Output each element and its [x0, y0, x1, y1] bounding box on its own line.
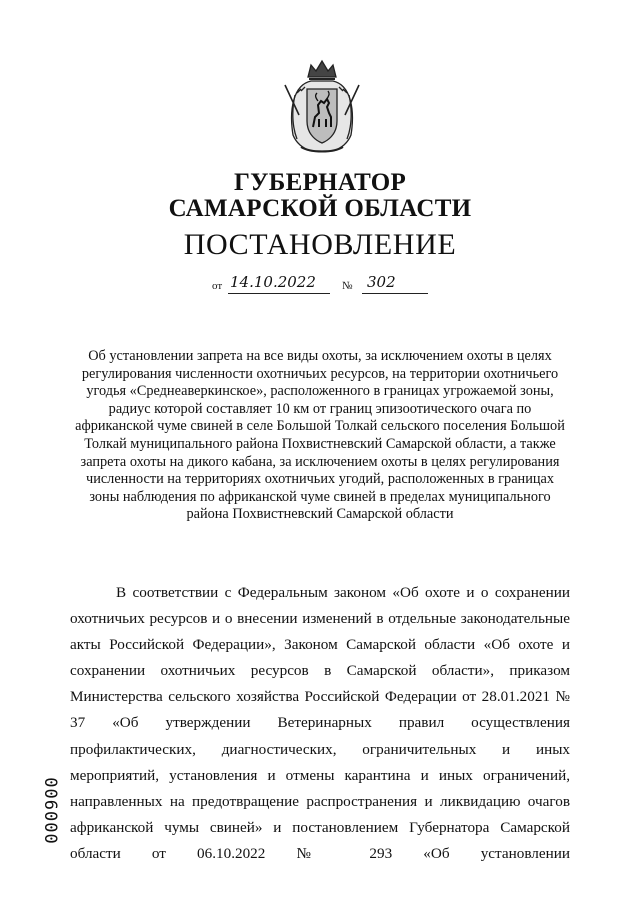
document-subject: Об установлении запрета на все виды охоты, за исключением охоты в целях регулирования численности охотничьих ресурсов, на территории охотничьего угодья «Среднеаверкинское», расположенного в границах угрожаемой зоны, радиус которой составляет 10 км от границ эпизоотического очага по африканской чуме свиней в селе Большой Толкай сельского поселения Большой Толкай муниципального района Похвистневский Самарской области, а также запрета охоты на дикого кабана, за исключением охоты в целях регулирования численности на территориях охотничьих угодий, расположенных в границах зоны наблюдения по африканской чуме свиней в пределах муниципального района Похвистневский Самарской области [75, 348, 565, 523]
number-label: № [342, 280, 353, 292]
date-underline [228, 293, 330, 294]
body-paragraph: В соответствии с Федеральным законом «Об охоте и о сохранении охотничьих ресурсов и о внесении изменений в отдельные законодательные акты Российской Федерации», Законом Самарской области «Об охоте и сохранении охотничьих ресурсов в Самарской области», приказом Министерства сельского хозяйства Российской Федерации от 28.01.2021 № 37 «Об утверждении Ветеринарных правил осуществления профилактических, диагностических, ограничительных и иных мероприятий, установления и отмены карантина и иных ограничений, направленных на предотвращение распространения и ликвидацию очагов африканской чумы свиней» и постановлением Губернатора Самарской области от 06.10.2022 № 293 «Об установлении [70, 584, 570, 862]
margin-stamp-number: 006000 [40, 777, 60, 845]
issuer-title: ГУБЕРНАТОР [233, 169, 407, 196]
document-body [70, 580, 570, 867]
date-number-line [212, 273, 432, 296]
number-underline [362, 293, 428, 294]
coat-of-arms-icon [271, 55, 373, 155]
document-type: ПОСТАНОВЛЕНИЕ [183, 228, 457, 261]
number-value: 302 [367, 273, 396, 291]
issuer-region: САМАРСКОЙ ОБЛАСТИ [168, 195, 472, 222]
margin-stamp [38, 776, 62, 846]
date-value: 14.10.2022 [230, 273, 316, 291]
date-label: от [212, 280, 223, 292]
